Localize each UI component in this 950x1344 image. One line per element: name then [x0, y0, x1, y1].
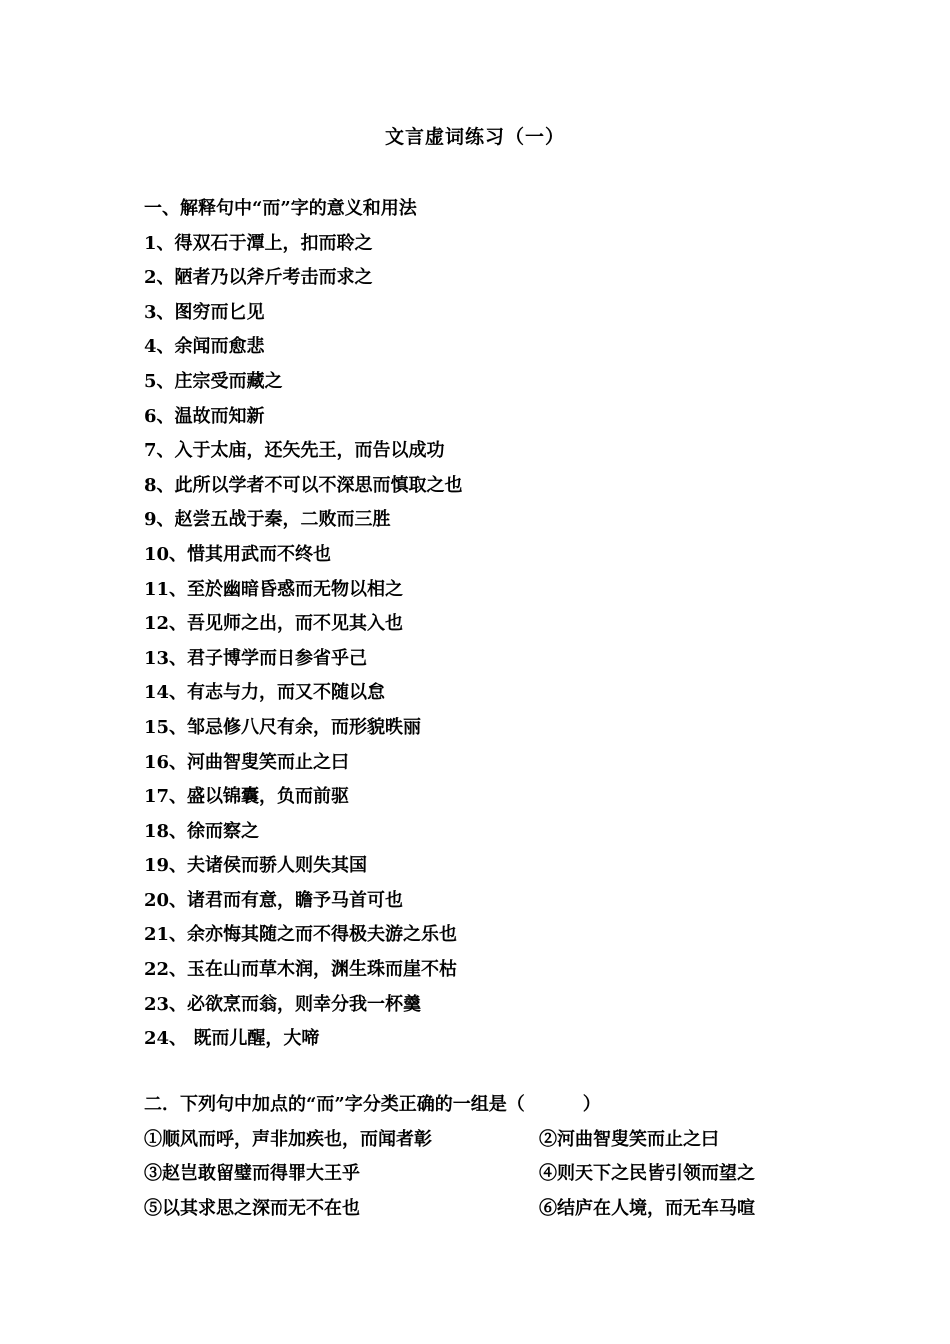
option-item: ⑤以其求思之深而无不在也 [144, 1197, 360, 1219]
question-item: 1、得双石于潭上，扣而聆之 [144, 232, 373, 254]
section-two-heading-prefix: 二．下列句中加点的“而”字分类正确的一组是（ [144, 1094, 525, 1115]
question-item: 13、君子博学而日参省乎己 [144, 647, 368, 669]
option-item: ⑥结庐在人境，而无车马喧 [539, 1197, 755, 1219]
option-row [144, 1192, 844, 1227]
section-two [144, 1088, 844, 1226]
question-item: 20、诸君而有意，瞻予马首可也 [144, 889, 404, 911]
question-item: 12、吾见师之出，而不见其入也 [144, 613, 404, 635]
question-item: 15、邹忌修八尺有余，而形貌昳丽 [144, 716, 422, 738]
question-item: 19、夫诸侯而骄人则失其国 [144, 855, 368, 877]
option-row [144, 1157, 844, 1192]
question-item: 21、余亦悔其随之而不得极夫游之乐也 [144, 924, 458, 946]
option-item: ②河曲智叟笑而止之曰 [539, 1128, 719, 1150]
question-item: 4、余闻而愈悲 [144, 336, 265, 358]
question-item: 10、惜其用武而不终也 [144, 543, 332, 565]
option-item: ①顺风而呼，声非加疾也，而闻者彰 [144, 1128, 432, 1150]
question-item: 18、徐而察之 [144, 820, 260, 842]
question-item: 11、至於幽暗昏惑而无物以相之 [144, 578, 404, 600]
question-item: 8、此所以学者不可以不深思而慎取之也 [144, 474, 463, 496]
option-item: ④则天下之民皆引领而望之 [539, 1163, 755, 1185]
question-item: 2、陋者乃以斧斤考击而求之 [144, 267, 373, 289]
question-item: 3、图穷而匕见 [144, 301, 265, 323]
document-title: 文言虚词练习（一） [384, 126, 565, 148]
question-item: 14、有志与力，而又不随以怠 [144, 682, 386, 704]
option-row [144, 1123, 844, 1158]
section-one [144, 192, 844, 1057]
question-item: 24、 既而儿醒，大啼 [144, 1028, 320, 1050]
question-item: 22、玉在山而草木润，渊生珠而崖不枯 [144, 959, 458, 981]
question-item: 7、入于太庙，还矢先王，而告以成功 [144, 440, 445, 462]
question-item: 17、盛以锦囊，负而前驱 [144, 786, 350, 808]
option-item: ③赵岂敢留璧而得罪大王乎 [144, 1163, 360, 1185]
question-item: 6、温故而知新 [144, 405, 265, 427]
question-item: 16、河曲智叟笑而止之曰 [144, 751, 350, 773]
question-item: 9、赵尝五战于秦，二败而三胜 [144, 509, 391, 531]
question-item: 5、庄宗受而藏之 [144, 370, 283, 392]
section-two-heading-suffix: ） [582, 1094, 601, 1115]
question-item: 23、必欲烹而翁，则幸分我一杯羹 [144, 993, 422, 1015]
section-one-heading: 一、解释句中“而”字的意义和用法 [144, 198, 417, 219]
section-two-heading [144, 1088, 844, 1123]
